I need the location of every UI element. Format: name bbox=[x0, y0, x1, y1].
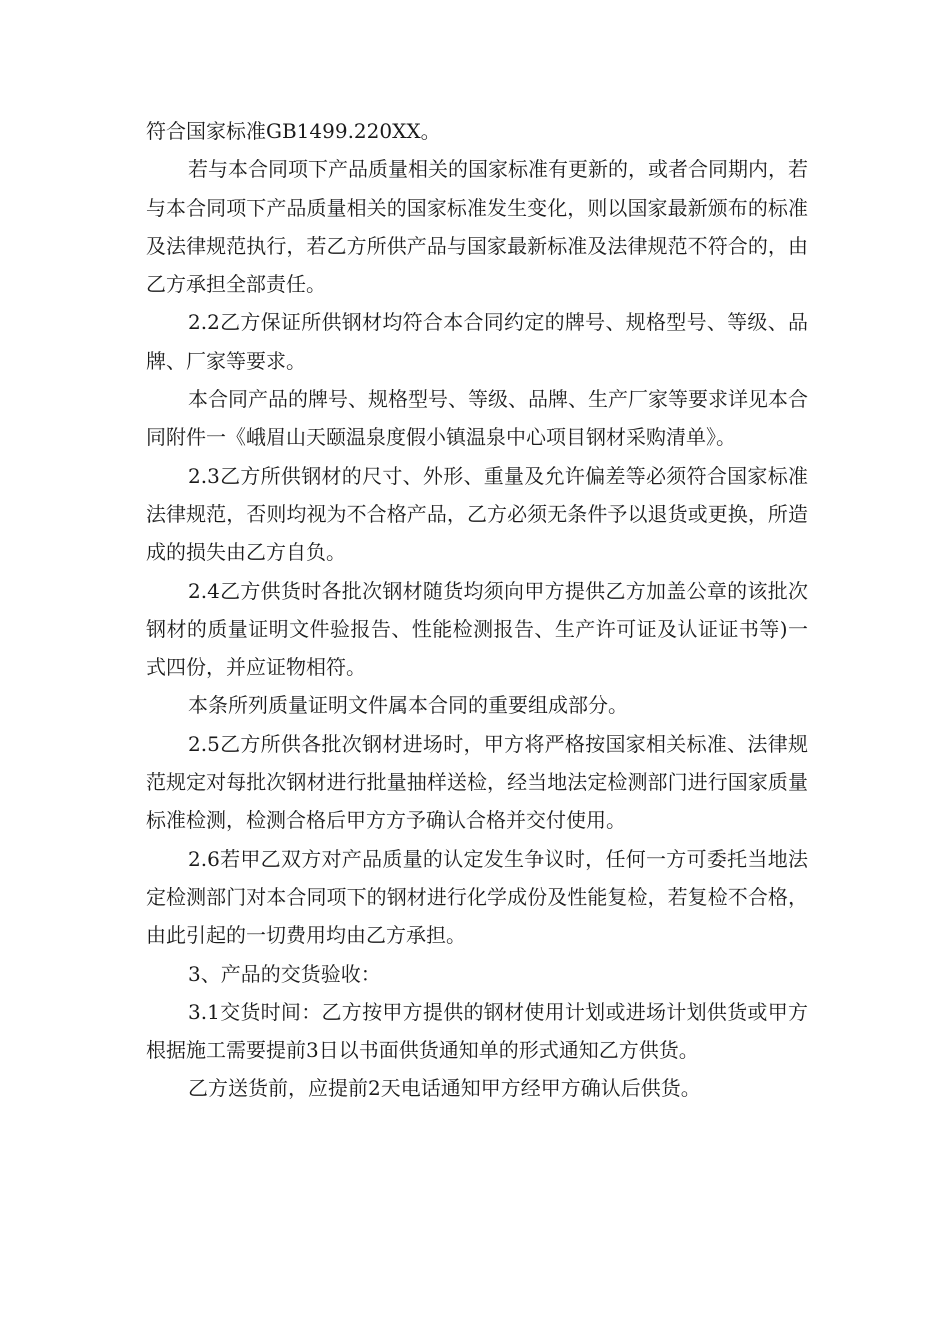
paragraph-7: 本条所列质量证明文件属本合同的重要组成部分。 bbox=[188, 693, 628, 718]
document-body bbox=[146, 112, 808, 1108]
paragraph-10: 3、产品的交货验收： bbox=[188, 961, 381, 986]
paragraph-11: 3.1交货时间：乙方按甲方提供的钢材使用计划或进场计划供货或甲方根据施工需要提前3日以书面供货通知单的形式通知乙方供货。 bbox=[146, 999, 808, 1063]
paragraph-6: 2.4乙方供货时各批次钢材随货均须向甲方提供乙方加盖公章的该批次钢材的质量证明文件验报告、性能检测报告、生产许可证及认证证书等)一式四份，并应证物相符。 bbox=[146, 578, 808, 680]
paragraph-5: 2.3乙方所供钢材的尺寸、外形、重量及允许偏差等必须符合国家标准法律规范，否则均视为不合格产品，乙方必须无条件予以退货或更换，所造成的损失由乙方自负。 bbox=[146, 463, 808, 565]
paragraph-3: 2.2乙方保证所供钢材均符合本合同约定的牌号、规格型号、等级、品牌、厂家等要求。 bbox=[146, 310, 808, 373]
paragraph-1: 符合国家标准GB1499.220XX。 bbox=[146, 119, 441, 143]
paragraph-12: 乙方送货前，应提前2天电话通知甲方经甲方确认后供货。 bbox=[188, 1076, 701, 1101]
paragraph-8: 2.5乙方所供各批次钢材进场时，甲方将严格按国家相关标准、法律规范规定对每批次钢材进行批量抽样送检，经当地法定检测部门进行国家质量标准检测，检测合格后甲方方予确认合格并交付使用。 bbox=[146, 731, 808, 833]
paragraph-9: 2.6若甲乙双方对产品质量的认定发生争议时，任何一方可委托当地法定检测部门对本合同项下的钢材进行化学成份及性能复检，若复检不合格，由此引起的一切费用均由乙方承担。 bbox=[146, 846, 808, 948]
paragraph-2: 若与本合同项下产品质量相关的国家标准有更新的，或者合同期内，若与本合同项下产品质量相关的国家标准发生变化，则以国家最新颁布的标准及法律规范执行，若乙方所供产品与国家最新标准及法律规范不符合的，由乙方承担全部责任。 bbox=[146, 157, 808, 297]
paragraph-4: 本合同产品的牌号、规格型号、等级、品牌、生产厂家等要求详见本合同附件一《峨眉山天颐温泉度假小镇温泉中心项目钢材采购清单》。 bbox=[146, 387, 808, 450]
